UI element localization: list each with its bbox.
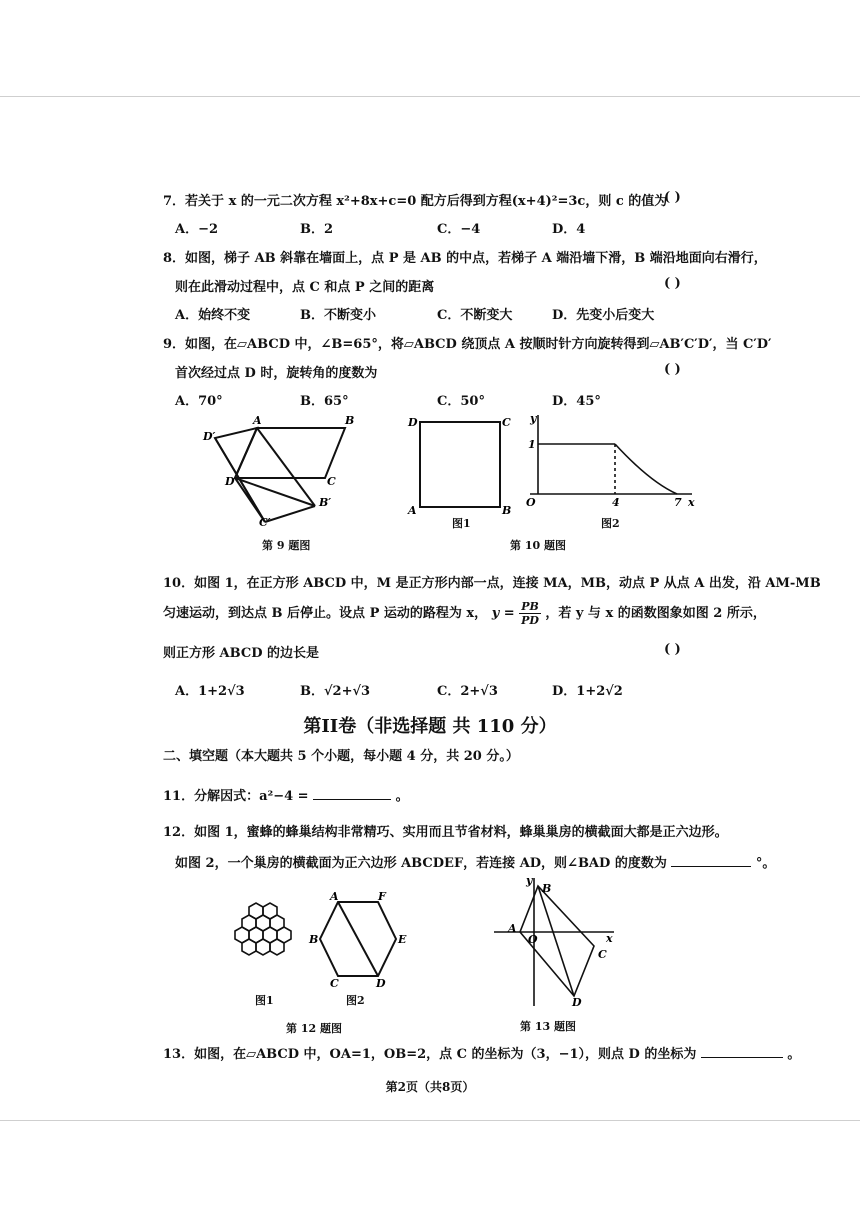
question-10-fraction-denominator: PD — [521, 614, 539, 627]
question-8-option-b: B．不断变小 — [300, 308, 376, 323]
page-number-footer: 第2页（共8页） — [385, 1080, 475, 1094]
question-7-option-c: C．−4 — [437, 222, 481, 237]
question-11 — [163, 785, 409, 804]
question-12-line-2-text: 如图 2，一个巢房的横截面为正六边形 ABCDEF，若连接 AD，则∠BAD 的度数为 — [175, 856, 667, 871]
question-7-text: 7．若关于 x 的一元二次方程 x²+8x+c=0 配方后得到方程(x+4)²=3c，则 c 的值为 — [163, 194, 668, 209]
fig12-label-f: F — [378, 890, 386, 903]
figure-12-fig1-caption: 图1 — [255, 994, 274, 1007]
figure-9-caption: 第 9 题图 — [262, 539, 311, 552]
fig13-label-b: B — [542, 882, 552, 895]
question-10-line-2 — [163, 600, 766, 627]
question-9-line-1: 9．如图，在▱ABCD 中，∠B=65°，将▱ABCD 绕顶点 A 按顺时针方向旋转得到▱AB′C′D′，当 C′D′ — [163, 337, 772, 352]
figure-12-hexagon — [308, 890, 408, 990]
question-10-answer-bracket: ( ) — [664, 642, 681, 657]
fig9-label-d-prime: D′ — [203, 430, 216, 443]
question-11-end: 。 — [395, 789, 409, 804]
section-2-title: 第II卷（非选择题 共 110 分） — [303, 716, 557, 737]
question-8-option-c: C．不断变大 — [437, 308, 513, 323]
question-10-option-d: D．1+2√2 — [552, 684, 623, 699]
question-12-answer-blank[interactable] — [671, 854, 751, 867]
question-9-option-a: A．70° — [175, 394, 223, 409]
fig10-label-a: A — [408, 504, 417, 517]
fig13-label-c: C — [598, 948, 607, 961]
fig13-origin-label: O — [528, 933, 538, 946]
figure-10-fig1-caption: 图1 — [452, 517, 471, 530]
question-10-option-b: B．√2+√3 — [300, 684, 371, 699]
question-11-answer-blank[interactable] — [313, 787, 391, 800]
figure-13-coordinate-plot — [492, 870, 622, 1010]
question-7-answer-bracket: ( ) — [664, 190, 681, 205]
question-13-answer-blank[interactable] — [701, 1045, 783, 1058]
fig9-label-b: B — [345, 414, 355, 427]
question-12-line-1: 12．如图 1，蜜蜂的蜂巢结构非常精巧、实用而且节省材料，蜂巢巢房的横截面大都是正六边形。 — [163, 825, 728, 840]
fig13-axis-y-label: y — [526, 874, 533, 887]
fig12-label-d: D — [376, 977, 386, 990]
figure-10-caption: 第 10 题图 — [510, 539, 566, 552]
question-8-option-d: D．先变小后变大 — [552, 308, 655, 323]
fig10-origin-label: O — [526, 496, 536, 509]
question-9-answer-bracket: ( ) — [664, 362, 681, 377]
fig13-label-a: A — [508, 922, 517, 935]
question-9-option-c: C．50° — [437, 394, 485, 409]
question-10-fraction-numerator: PB — [521, 600, 539, 613]
fig9-label-d: D — [225, 475, 235, 488]
question-10-line-2-start: 匀速运动，到达点 B 后停止。设点 P 运动的路程为 x， — [163, 606, 488, 621]
fig9-label-c: C — [327, 475, 336, 488]
fig10-label-d: D — [408, 416, 418, 429]
figure-13-caption: 第 13 题图 — [520, 1020, 576, 1033]
fig10-tick-7: 7 — [674, 496, 682, 509]
question-12-line-2 — [175, 852, 775, 871]
question-7-option-a: A．−2 — [175, 222, 219, 237]
question-7-option-b: B．2 — [300, 222, 334, 237]
question-9-option-b: B．65° — [300, 394, 349, 409]
fig10-tick-4: 4 — [612, 496, 620, 509]
fig12-label-b: B — [309, 933, 319, 946]
figure-10-fig2-caption: 图2 — [601, 517, 620, 530]
fig10-axis-y-label: y — [530, 412, 537, 425]
question-8-answer-bracket: ( ) — [664, 276, 681, 291]
fig10-tick-1: 1 — [528, 438, 536, 451]
question-8-line-1: 8．如图，梯子 AB 斜靠在墙面上，点 P 是 AB 的中点，若梯子 A 端沿墙下滑，B 端沿地面向右滑行， — [163, 251, 767, 266]
fig13-axis-x-label: x — [606, 932, 613, 945]
question-12-end: °。 — [755, 856, 776, 871]
figure-10-graph — [520, 410, 700, 515]
fig9-label-a: A — [253, 414, 262, 427]
fig13-label-d: D — [572, 996, 582, 1009]
figure-12-fig2-caption: 图2 — [346, 994, 365, 1007]
fig10-label-c: C — [502, 416, 511, 429]
fig10-axis-x-label: x — [688, 496, 695, 509]
figure-9-parallelograms — [195, 410, 375, 530]
question-10-option-a: A．1+2√3 — [175, 684, 245, 699]
question-10-y-equals: y = — [491, 606, 515, 621]
figure-12-caption: 第 12 题图 — [286, 1022, 342, 1035]
question-13 — [163, 1043, 800, 1062]
question-9-option-d: D．45° — [552, 394, 601, 409]
section-2-subtitle: 二、填空题（本大题共 5 个小题，每小题 4 分，共 20 分。） — [163, 749, 519, 764]
figure-10-square — [405, 410, 515, 520]
question-10-line-1: 10．如图 1，在正方形 ABCD 中，M 是正方形内部一点，连接 MA，MB，动点 P 从点 A 出发，沿 AM-MB — [163, 576, 821, 591]
fig10-label-b: B — [502, 504, 512, 517]
question-11-text: 11．分解因式：a²−4 = — [163, 789, 309, 804]
question-8-option-a: A．始终不变 — [175, 308, 251, 323]
question-13-text: 13．如图，在▱ABCD 中，OA=1，OB=2，点 C 的坐标为（3，−1），则点 D 的坐标为 — [163, 1047, 697, 1062]
fig9-label-c-prime: C′ — [259, 516, 271, 529]
question-7-option-d: D．4 — [552, 222, 586, 237]
question-8-line-2: 则在此滑动过程中，点 C 和点 P 之间的距离 — [175, 280, 435, 295]
question-10-option-c: C．2+√3 — [437, 684, 498, 699]
fig12-label-e: E — [398, 933, 407, 946]
question-13-end: 。 — [787, 1047, 801, 1062]
question-10-line-3: 则正方形 ABCD 的边长是 — [163, 646, 319, 661]
question-9-line-2: 首次经过点 D 时，旋转角的度数为 — [175, 366, 378, 381]
fig12-label-c: C — [330, 977, 339, 990]
question-10-fraction — [519, 600, 541, 627]
fig9-label-b-prime: B′ — [319, 496, 332, 509]
fig12-label-a: A — [330, 890, 339, 903]
figure-12-honeycomb — [222, 900, 300, 980]
question-10-line-2-end: ，若 y 与 x 的函数图象如图 2 所示， — [545, 606, 766, 621]
